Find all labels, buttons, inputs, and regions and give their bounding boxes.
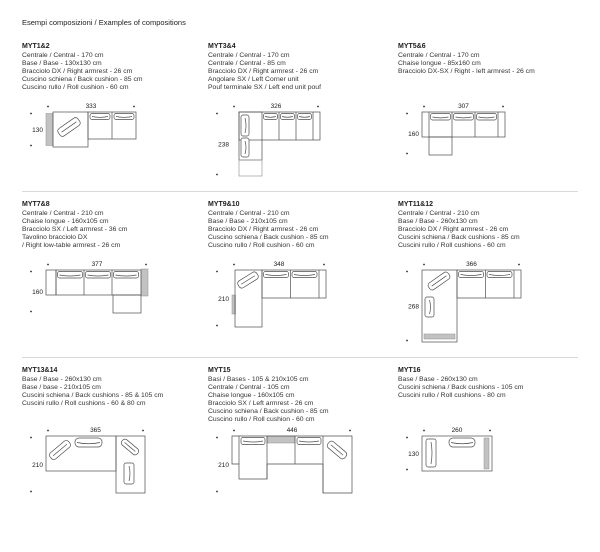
dim-width-label: 260 [451,427,463,434]
composition-block-myt1-2 [22,43,208,182]
spec-line: Base / Base - 210x105 cm [208,218,288,226]
spec-line: Chaise longue - 160x105 cm [208,392,295,400]
composition-title: MYT5&6 [398,43,426,50]
plan-outline [422,112,505,155]
plan-area [22,423,208,499]
spec-line: Centrale / Central - 210 cm [398,210,480,217]
composition-specs [398,210,578,250]
spec-line: Bracciolo DX / Right armrest - 26 cm [208,226,319,234]
compositions-row-2 [22,191,578,348]
composition-title: MYT1&2 [22,43,50,50]
composition-block-myt5-6 [398,43,578,182]
composition-block-myt15 [208,367,398,499]
composition-specs [208,376,398,425]
dim-height-label: 268 [408,303,419,311]
spec-line: Basi / Bases - 105 & 210x105 cm [208,376,309,383]
spec-line: Cuscino schiena / Back cushion - 85 cm [208,408,329,416]
spec-line: Bracciolo DX-SX / Right - left armrest - 26 cm [398,68,535,76]
plan-drawing-myt5-6 [398,99,513,161]
spec-line: Angolare SX / Left Corner unit [208,76,299,84]
spec-line: Centrale / Central - 210 cm [208,210,290,217]
spec-line: Cuscini rullo / Roll cushions - 60 cm [398,242,506,250]
dim-height-label: 130 [32,127,43,134]
spec-line: Base / base - 210x105 cm [22,384,101,392]
spec-line: Base / Base - 130x130 cm [22,60,102,68]
composition-title: MYT7&8 [22,201,50,208]
composition-title: MYT9&10 [208,201,240,208]
dim-height-label: 160 [408,131,419,138]
plan-outline [232,270,326,327]
plan-area [398,257,578,348]
spec-line: Cuscini schiena / Back cushions - 85 cm [398,234,520,242]
plan-drawing-myt11-12 [398,257,529,348]
plan-area [208,99,398,182]
spec-line: / Right low-table armrest - 26 cm [22,242,121,250]
plan-drawing-myt15 [208,423,360,499]
plan-outline [232,436,352,493]
composition-title: MYT3&4 [208,43,236,50]
plan-area [208,257,398,333]
spec-line: Centrale / Central - 105 cm [208,384,290,392]
plan-drawing-myt9-10 [208,257,334,333]
plan-drawing-myt13-14 [22,423,153,499]
dim-width-label: 365 [90,427,101,434]
spec-line: Pouf terminale SX / Left end unit pouf [208,84,321,92]
plan-drawing-myt7-8 [22,257,156,319]
spec-line: Tavolino bracciolo DX [22,234,88,242]
plan-outline [422,436,492,471]
spec-line: Chaise longue - 85x160 cm [398,60,481,68]
spec-line: Centrale / Central - 170 cm [22,52,104,59]
dim-width-label: 307 [458,103,469,110]
spec-line: Chaise longue - 160x105 cm [22,218,109,226]
spec-line: Cuscini schiena / Back cushions - 85 & 105 cm [22,392,164,400]
plan-area [208,423,398,499]
composition-specs [208,52,398,92]
spec-line: Cuscino schiena / Back cushion - 85 cm [208,234,329,242]
composition-specs [398,376,578,400]
compositions-row-1 [22,43,578,182]
dim-width-label: 366 [466,261,477,268]
spec-line: Centrale / Central - 210 cm [22,210,104,217]
composition-block-myt11-12 [398,201,578,348]
dim-height-label: 210 [218,296,229,303]
spec-line: Cuscini schiena / Back cushions - 105 cm [398,384,524,392]
plan-outline [239,112,320,176]
spec-line: Bracciolo SX / Left armrest - 36 cm [22,226,128,234]
spec-line: Cuscino rullo / Roll cushion - 60 cm [208,242,315,250]
spec-line: Centrale / Central - 170 cm [398,52,480,59]
compositions-row-3 [22,357,578,499]
spec-line: Cuscini rullo / Roll cushions - 60 & 80 cm [22,400,146,408]
spec-line: Cuscino rullo / Roll cushion - 60 cm [208,416,315,424]
spec-line: Base / Base - 260x130 cm [398,376,478,383]
dim-height-label: 238 [218,141,229,149]
composition-specs [398,52,578,76]
plan-area [22,257,208,319]
plan-outline [422,270,521,342]
spec-line: Cuscino schiena / Back cushion - 85 cm [22,76,143,84]
dim-width-label: 333 [85,103,97,110]
composition-title: MYT11&12 [398,201,434,208]
spec-line: Bracciolo DX / Right armrest - 26 cm [22,68,133,76]
composition-specs [22,210,208,250]
spec-line: Bracciolo DX / Right armrest - 26 cm [208,68,319,76]
plan-area [398,423,578,477]
composition-title: MYT13&14 [22,367,58,374]
dim-height-label: 210 [32,462,43,469]
plan-outline [46,269,148,313]
spec-line: Centrale / Central - 170 cm [208,52,290,59]
composition-block-myt3-4 [208,43,398,182]
spec-line: Base / Base - 260x130 cm [398,218,478,226]
composition-title: MYT16 [398,367,421,374]
spec-line: Cuscini rullo / Roll cushions - 80 cm [398,392,506,400]
dim-width-label: 348 [273,261,285,268]
dim-width-label: 326 [270,103,282,110]
composition-title: MYT15 [208,367,231,374]
plan-outline [46,112,136,147]
composition-specs [22,52,208,92]
dim-width-label: 377 [91,261,103,268]
dim-height-label: 130 [408,451,419,458]
spec-line: Base / Base - 260x130 cm [22,376,102,383]
dim-width-label: 446 [286,427,298,434]
composition-block-myt16 [398,367,578,499]
composition-block-myt7-8 [22,201,208,348]
composition-block-myt13-14 [22,367,208,499]
spec-line: Bracciolo SX / Left armrest - 26 cm [208,400,314,408]
plan-drawing-myt16 [398,423,500,477]
composition-block-myt9-10 [208,201,398,348]
plan-drawing-myt1-2 [22,99,144,153]
composition-specs [22,376,208,408]
plan-area [22,99,208,153]
spec-line: Bracciolo DX / Right armrest - 26 cm [398,226,509,234]
plan-area [398,99,578,161]
spec-line: Cuscino rullo / Roll cushion - 60 cm [22,84,129,92]
composition-specs [208,210,398,250]
plan-outline [46,436,145,493]
dim-height-label: 210 [218,462,229,469]
page-title: Esempi composizioni / Examples of compositions [22,18,186,27]
dim-height-label: 160 [32,289,43,296]
plan-drawing-myt3-4 [208,99,328,182]
spec-line: Centrale / Central - 85 cm [208,60,286,68]
